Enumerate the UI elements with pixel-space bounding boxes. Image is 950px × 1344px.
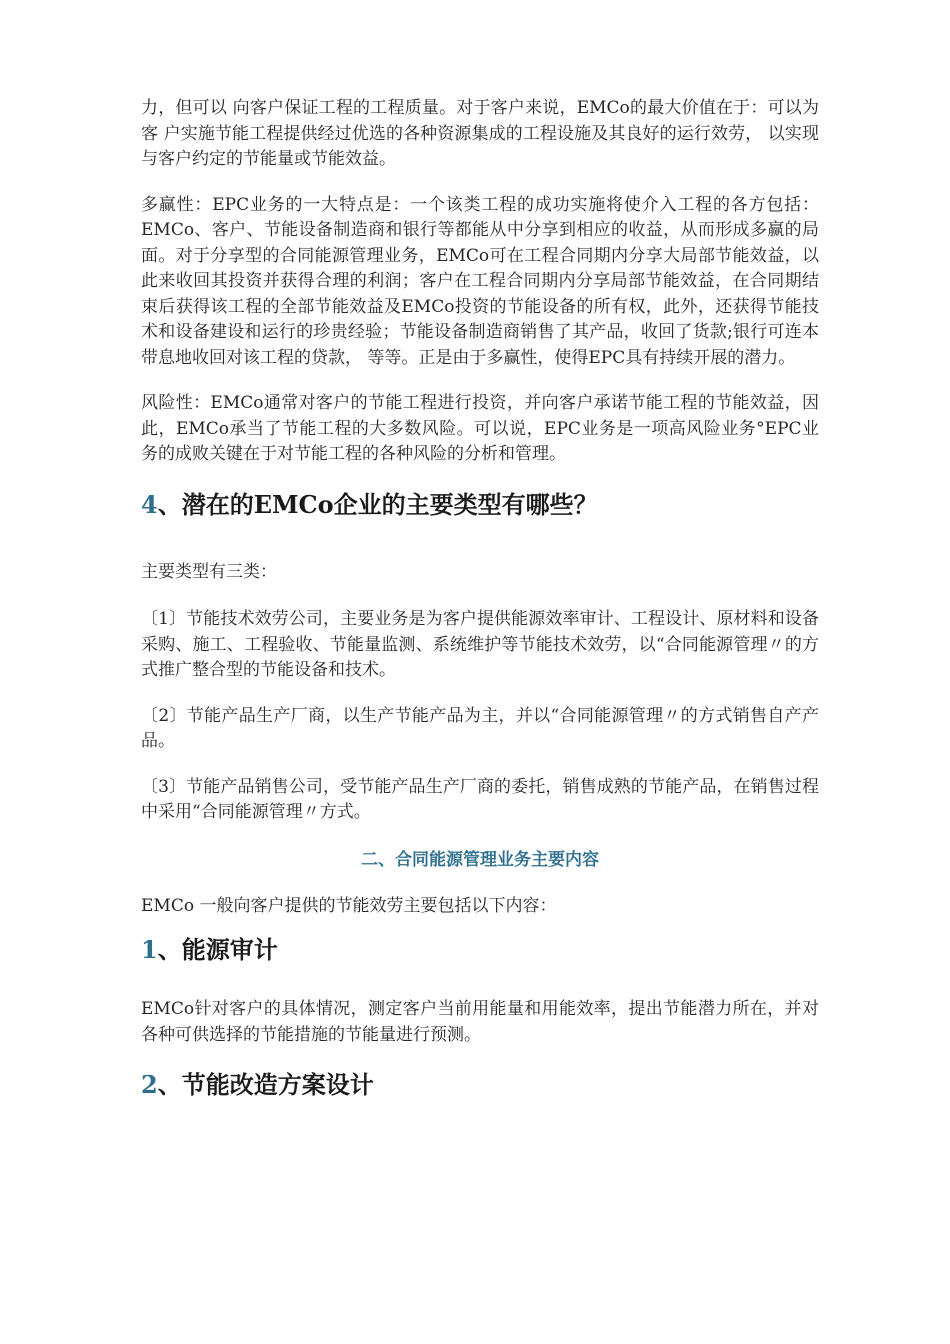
paragraph-type-2: 〔2〕节能产品生产厂商，以生产节能产品为主，并以“合同能源管理〃的方式销售自产产品。 — [141, 705, 819, 751]
heading-energy-audit — [141, 933, 819, 967]
heading-number: 1 — [141, 935, 158, 964]
heading-number: 4 — [141, 489, 158, 519]
paragraph-type-3: 〔3〕节能产品销售公司，受节能产品生产厂商的委托，销售成熟的节能产品，在销售过程中采用“合同能源管理〃方式。 — [141, 776, 819, 822]
paragraph-services-intro: EMCo 一般向客户提供的节能效劳主要包括以下内容： — [141, 895, 557, 916]
paragraph-energy-audit: EMCo针对客户的具体情况，测定客户当前用能量和用能效率，提出节能潜力所在，并对各种可供选择的节能措施的节能量进行预测。 — [141, 999, 819, 1045]
heading-retrofit-design — [141, 1068, 819, 1102]
paragraph-quality-value: 力，但可以 向客户保证工程的工程质量。对于客户来说，EMCo的最大价值在于：可以为客 户实施节能工程提供经过优选的各种资源集成的工程设施及其良好的运行效劳， 以实现与客户约定的节能量或节能效益。 — [141, 98, 819, 169]
heading-text: 、能源审计 — [157, 935, 278, 964]
paragraph-risk: 风险性：EMCo通常对客户的节能工程进行投资，并向客户承诺节能工程的节能效益，因此，EMCo承当了节能工程的大多数风险。可以说，EPC业务是一项高风险业务°EPC业务的成败关键在于对节能工程的各种风险的分析和管理。 — [141, 393, 819, 464]
document-body — [141, 96, 819, 1102]
heading-text: 、节能改造方案设计 — [157, 1070, 374, 1099]
heading-number: 2 — [141, 1070, 158, 1099]
paragraph-three-types: 主要类型有三类： — [141, 561, 277, 582]
paragraph-win-win: 多赢性：EPC业务的一大特点是：一个该类工程的成功实施将使介入工程的各方包括：EMCo、客户、节能设备制造商和银行等都能从中分享到相应的收益，从而形成多赢的局面。对于分享型的合同能源管理业务，EMCo可在工程合同期内分享大局部节能效益，以此来收回其投资并获得合理的利润；客户在工程合同期内分享局部节能效益，在合同期结束后获得该工程的全部节能效益及EMCo投资的节能设备的所有权，此外，还获得节能技术和设备建设和运行的珍贵经验；节能设备制造商销售了其产品，收回了货款;银行可连本带息地收回对该工程的贷款， 等等。正是由于多赢性，使得EPC具有持续开展的潜力。 — [141, 194, 819, 368]
paragraph-type-1: 〔1〕节能技术效劳公司，主要业务是为客户提供能源效率审计、工程设计、原材料和设备采购、施工、工程验收、节能量监测、系统维护等节能技术效劳，以“合同能源管理〃的方式推广整合型的节能设备和技术。 — [141, 609, 819, 680]
heading-text: 、潜在的EMCo企业的主要类型有哪些？ — [157, 489, 598, 519]
section-title-main-content: 二、合同能源管理业务主要内容 — [361, 849, 599, 870]
heading-emco-types — [141, 488, 819, 522]
